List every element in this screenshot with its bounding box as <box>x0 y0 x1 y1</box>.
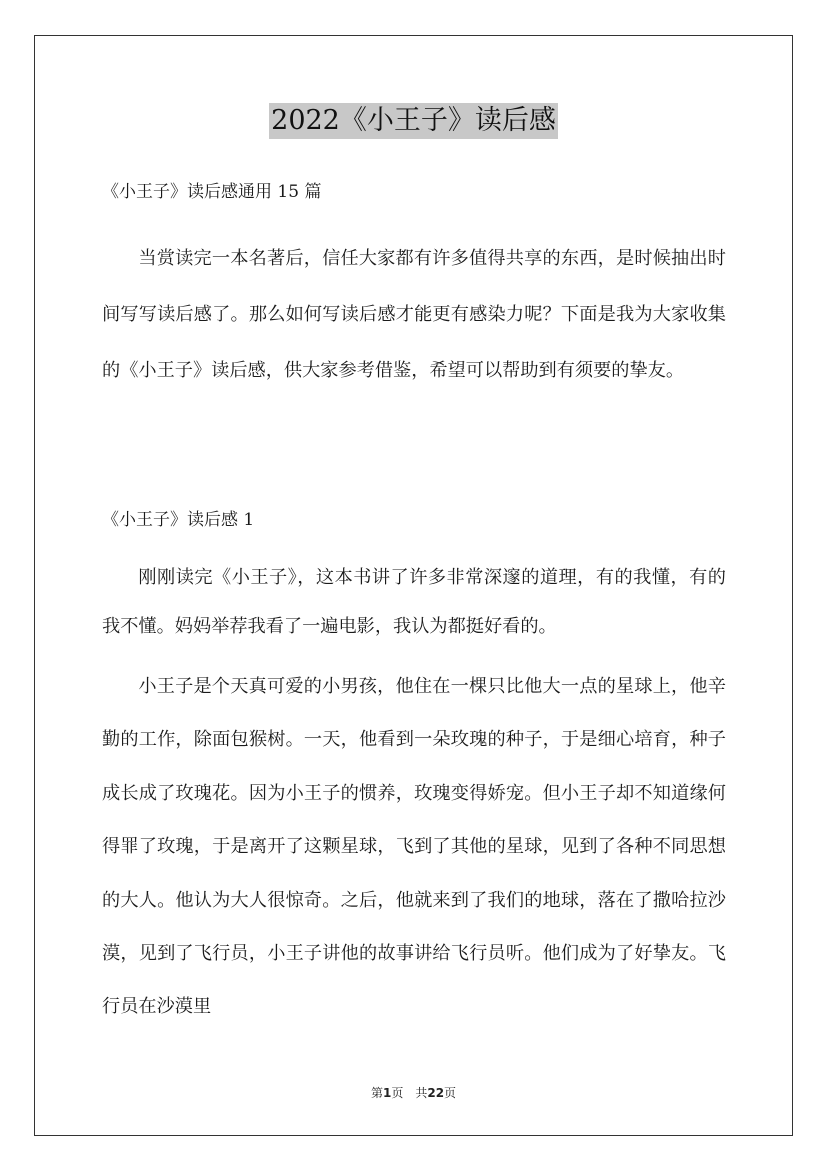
page-footer <box>0 1084 827 1101</box>
total-pages-prefix: 共 <box>415 1086 428 1100</box>
intro-paragraph: 当赏读完一本名著后，信任大家都有许多值得共享的东西，是时候抽出时间写写读后感了。那么如何写读后感才能更有感染力呢？下面是我为大家收集的《小王子》读后感，供大家参考借鉴，希望可以帮助到有须要的挚友。 <box>102 248 726 381</box>
body-paragraph-1: 刚刚读完《小王子》，这本书讲了许多非常深邃的道理，有的我懂，有的我不懂。妈妈举荐我看了一遍电影，我认为都挺好看的。 <box>102 567 726 637</box>
page-number-suffix: 页 <box>391 1086 404 1100</box>
document-subtitle: 《小王子》读后感通用 15 篇 <box>102 182 322 202</box>
total-pages-number: 22 <box>427 1086 445 1100</box>
document-title: 2022《小王子》读后感 <box>269 103 558 139</box>
body-paragraph-2: 小王子是个天真可爱的小男孩，他住在一棵只比他大一点的星球上，他辛勤的工作，除面包猴树。一天，他看到一朵玫瑰的种子，于是细心培育，种子成长成了玫瑰花。因为小王子的惯养，玫瑰变得娇宠。但小王子却不知道缘何得罪了玫瑰，于是离开了这颗星球，飞到了其他的星球，见到了各种不同思想的大人。他认为大人很惊奇。之后，他就来到了我们的地球，落在了撒哈拉沙漠，见到了飞行员，小王子讲他的故事讲给飞行员听。他们成为了好挚友。飞行员在沙漠里 <box>102 676 726 1018</box>
total-pages-suffix: 页 <box>444 1086 457 1100</box>
page-number-prefix: 第 <box>370 1086 383 1100</box>
title-container <box>0 103 827 139</box>
section-heading: 《小王子》读后感 1 <box>102 510 255 530</box>
current-page-number: 1 <box>382 1086 392 1100</box>
